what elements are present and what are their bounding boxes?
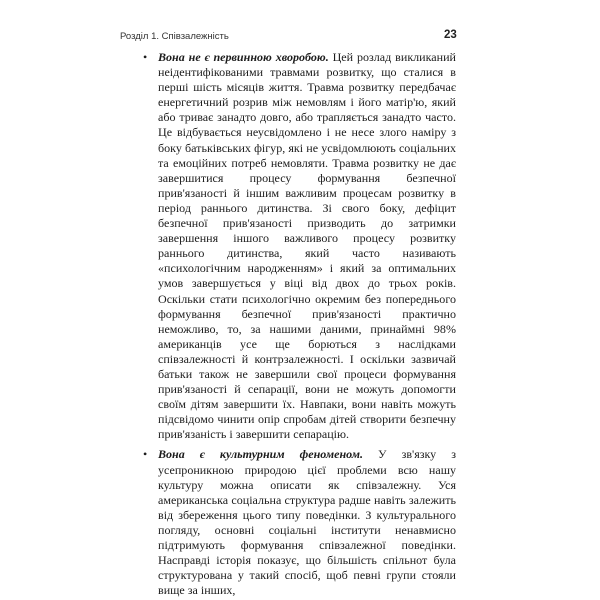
item-lead: Вона є культурним феноменом. (158, 447, 363, 462)
page-number: 23 (444, 29, 457, 41)
bullet-item-primary-disease (143, 50, 456, 442)
item-text: Цей розлад викликаний неідентифікованими травмами розвитку, що сталися в перші шість місяців життя. Травма розвитку передбачає енергетичний розрив між немовлям і його матір'ю, який або триває занадто довго, або трапляється занадто часто. Це відбувається неусвідомлено і не несе злого наміру з боку батьківських фігур, які не усвідомлюють соціальних та емоційних потреб немовляти. Травма розвитку не дає завершитися процесу формування безпечної прив'язаності й іншим важливим процесам розвитку в період раннього дитинства. Зі свого боку, дефіцит безпечної прив'язаності призводить до затримки завершення іншого важливого процесу розвитку раннього дитинства, який часто називають «психологічним народженням» і який за оптимальних умов завершується у віці від двох до трьох років. Оскільки стати психологічно окремим без попереднього формування безпечної прив'язаності практично неможливо, то, за нашими даними, принаймні 98% американців усе ще борються з наслідками співзалежності й контрзалежності. І оскільки зазвичай батьки також не завершили свої процеси формування прив'язаності й сепарації, вони не можуть допомогти своїм дітям завершити їх. Навпаки, вони навіть можуть підсвідомо чинити опір спробам дітей створити безпечну прив'язаність і завершити сепарацію. (158, 50, 456, 442)
item-lead: Вона не є первинною хворобою. (158, 50, 329, 64)
item-text: У зв'язку з усепроникною природою цієї проблеми всю нашу культуру можна описати як співзалежну. Уся американська соціальна структура радше навіть залежить від збереження цього типу поведінки. З культурального погляду, основні соціальні інститути ненавмисно підтримують формування співзалежної поведінки. Насправді історія показує, що більшість спільнот була структурована у такий спосіб, щоб певні групи стояли вище за інших, (158, 447, 456, 598)
body-text (143, 50, 456, 598)
running-head: Розділ 1. Співзалежність (120, 31, 229, 42)
bullet-item-cultural-phenomenon (143, 447, 456, 598)
bullet-icon: • (143, 50, 148, 64)
bullet-icon: • (143, 447, 148, 462)
